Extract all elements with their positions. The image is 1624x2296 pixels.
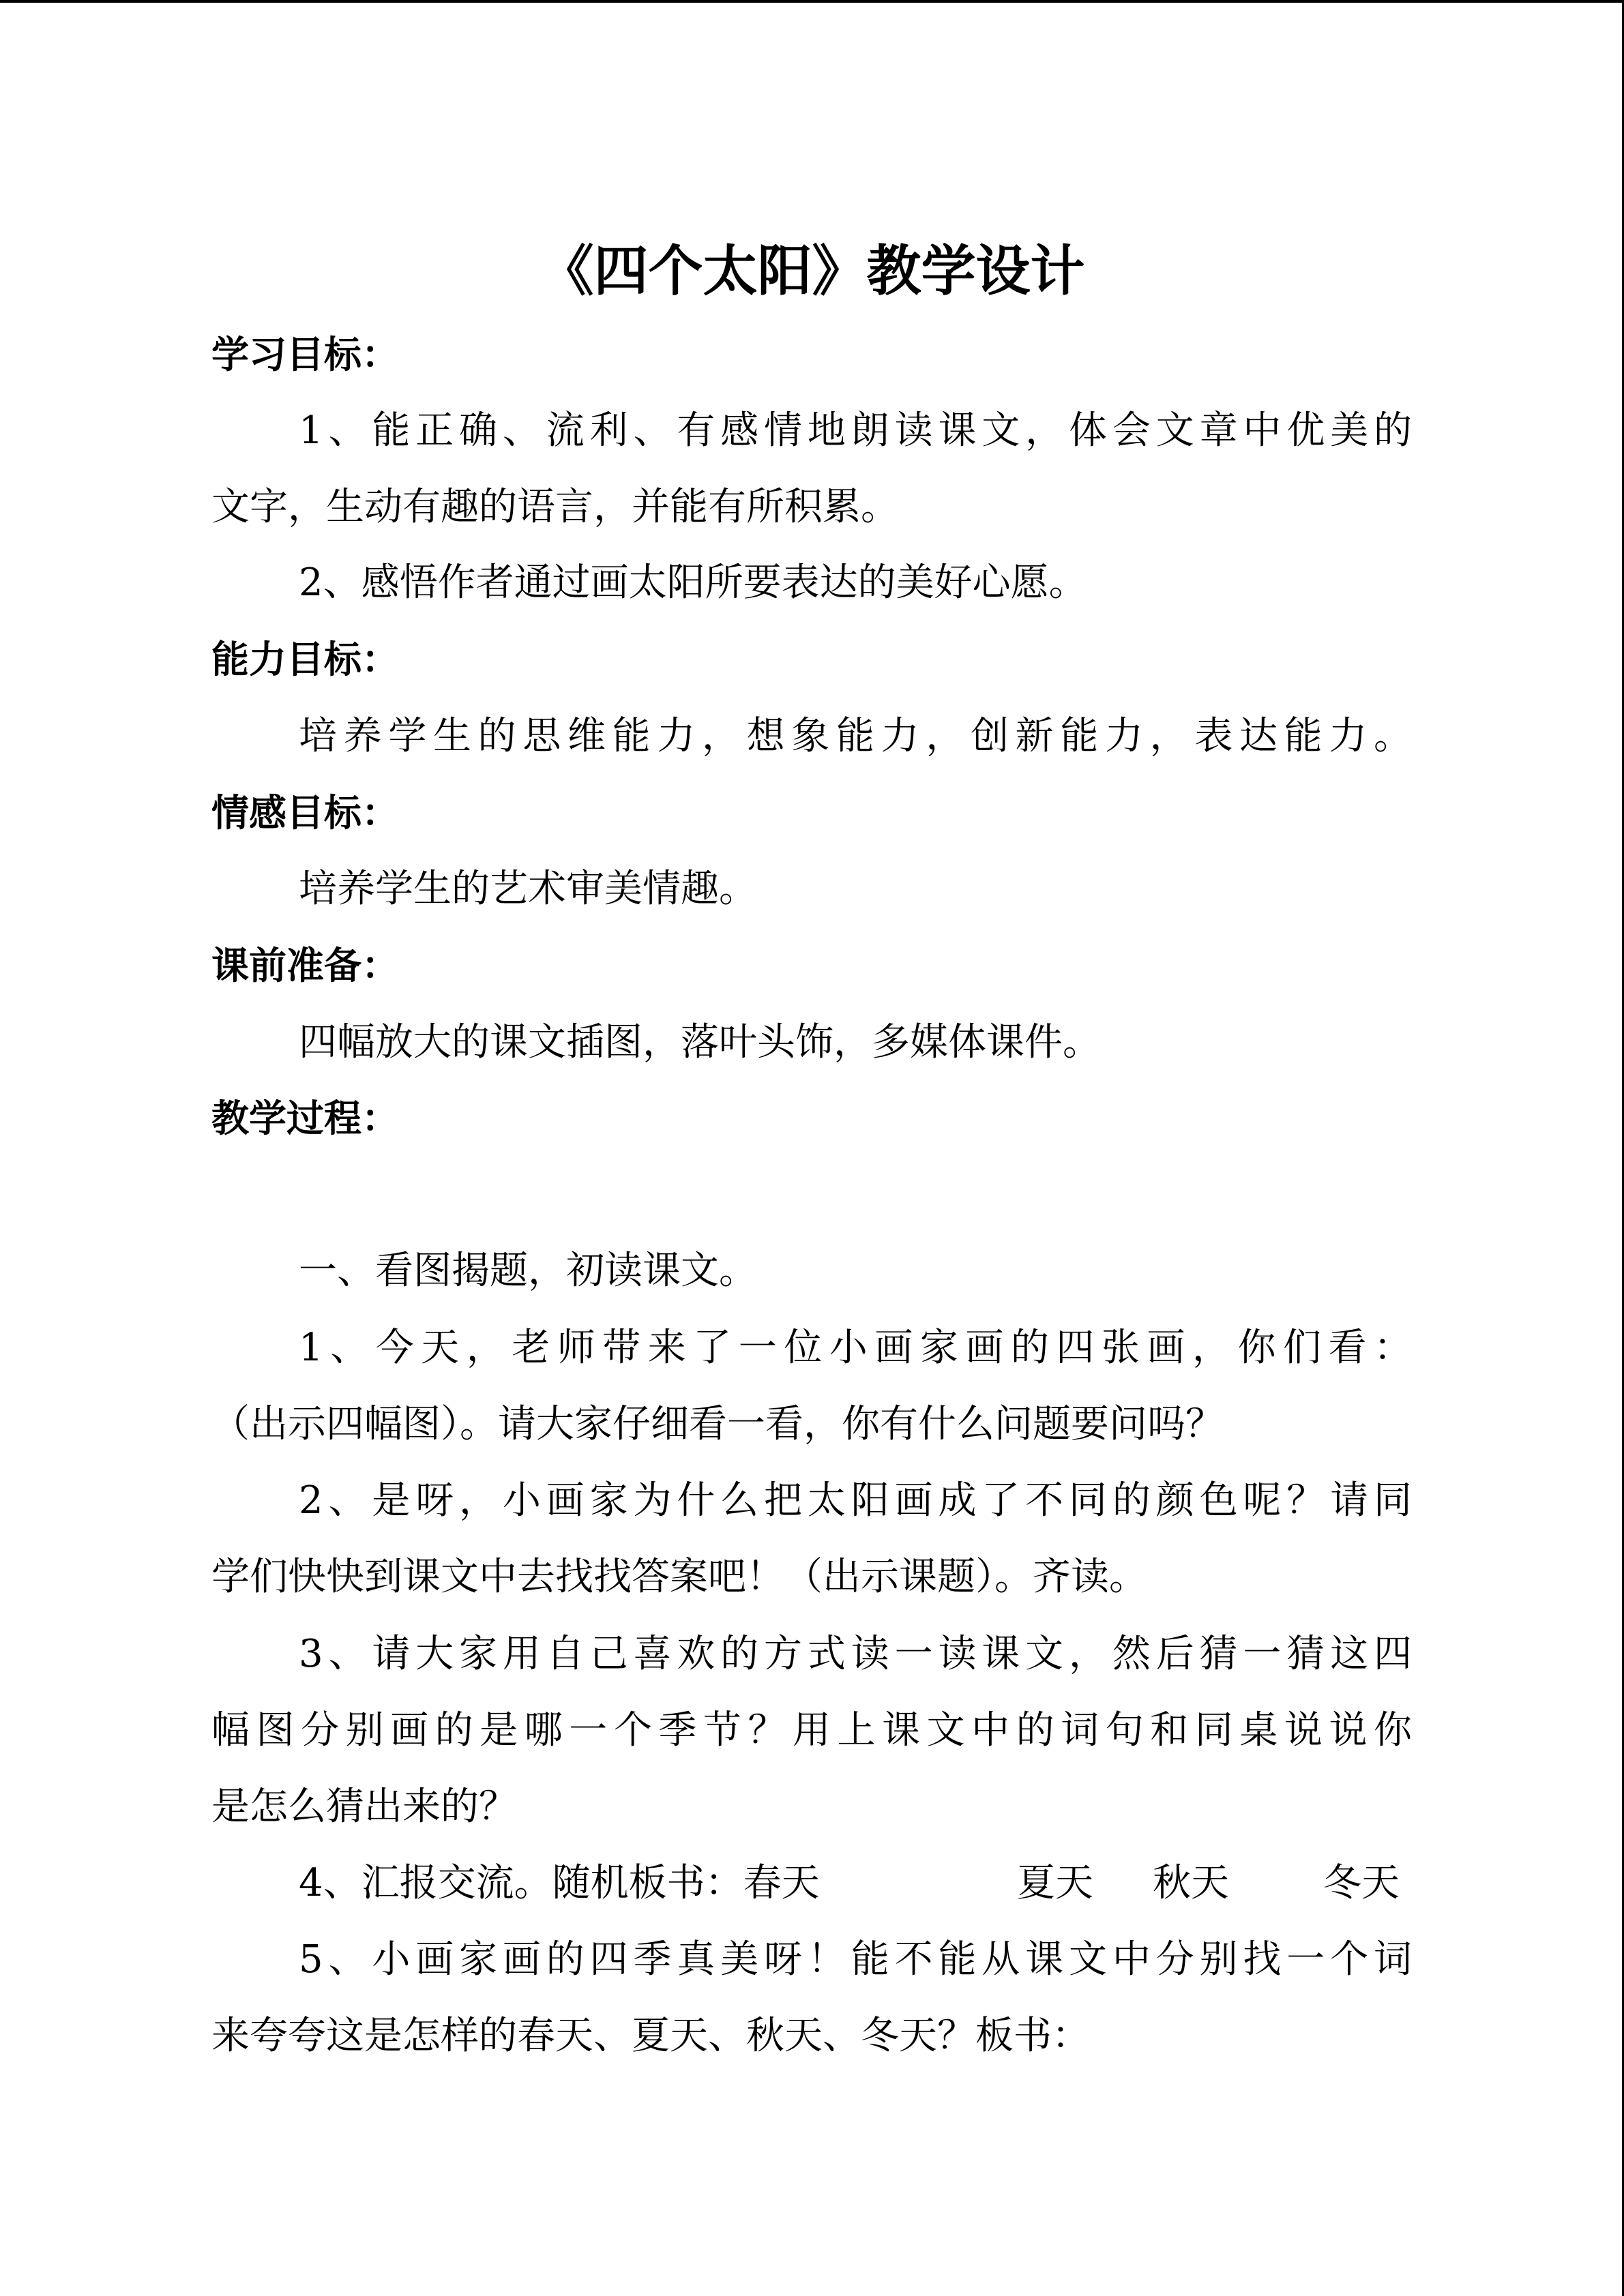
process-heading: 教学过程：	[211, 1097, 400, 1140]
process-step-3-line-2: 幅图分别画的是哪一个季节？用上课文中的词句和同桌说说你	[211, 1708, 1412, 1753]
process-step-5-line-1: 5、小画家画的四季真美呀！能不能从课文中分别找一个词	[299, 1937, 1412, 1982]
season-spring: 春天	[743, 1861, 820, 1905]
process-step-1-line-1: 1、今天，老师带来了一位小画家画的四张画，你们看：	[299, 1326, 1412, 1370]
learning-goal-1-line-1: 1、能正确、流利、有感情地朗读课文，体会文章中优美的	[299, 408, 1412, 453]
process-step-2-line-1: 2、是呀，小画家为什么把太阳画成了不同的颜色呢？请同	[299, 1478, 1412, 1523]
emotion-goals-heading: 情感目标：	[211, 791, 400, 835]
process-step-4-prefix: 4、汇报交流。随机板书：	[299, 1861, 743, 1905]
document-title: 《四个太阳》教学设计	[539, 239, 1085, 303]
preparation-heading: 课前准备：	[211, 944, 400, 987]
ability-goals-text: 培养学生的思维能力，想象能力，创新能力，表达能力。	[299, 714, 1412, 758]
learning-goals-heading: 学习目标：	[211, 333, 400, 376]
emotion-goals-text: 培养学生的艺术审美情趣。	[299, 867, 757, 911]
process-step-4	[299, 1856, 1412, 1911]
process-part-1-title: 一、看图揭题，初读课文。	[299, 1249, 757, 1293]
process-step-1-line-2: （出示四幅图）。请大家仔细看一看，你有什么问题要问吗？	[211, 1402, 1224, 1446]
season-autumn: 秋天	[1153, 1861, 1229, 1905]
process-step-3-line-1: 3、请大家用自己喜欢的方式读一读课文，然后猜一猜这四	[299, 1632, 1412, 1676]
process-step-2-line-2: 学们快快到课文中去找找答案吧！（出示课题）。齐读。	[211, 1555, 1147, 1599]
preparation-text: 四幅放大的课文插图，落叶头饰，多媒体课件。	[299, 1020, 1101, 1064]
season-summer: 夏天	[1017, 1861, 1093, 1905]
ability-goals-heading: 能力目标：	[211, 638, 400, 681]
page-top-border	[0, 0, 1624, 3]
process-step-3-line-3: 是怎么猜出来的？	[211, 1785, 517, 1829]
season-winter: 冬天	[1323, 1861, 1400, 1905]
learning-goal-2: 2、感悟作者通过画太阳所要表达的美好心愿。	[299, 561, 1087, 605]
learning-goal-1-line-2: 文字，生动有趣的语言，并能有所积累。	[211, 485, 899, 529]
process-step-5-line-2: 来夸夸这是怎样的春天、夏天、秋天、冬天？板书：	[211, 2014, 1090, 2058]
